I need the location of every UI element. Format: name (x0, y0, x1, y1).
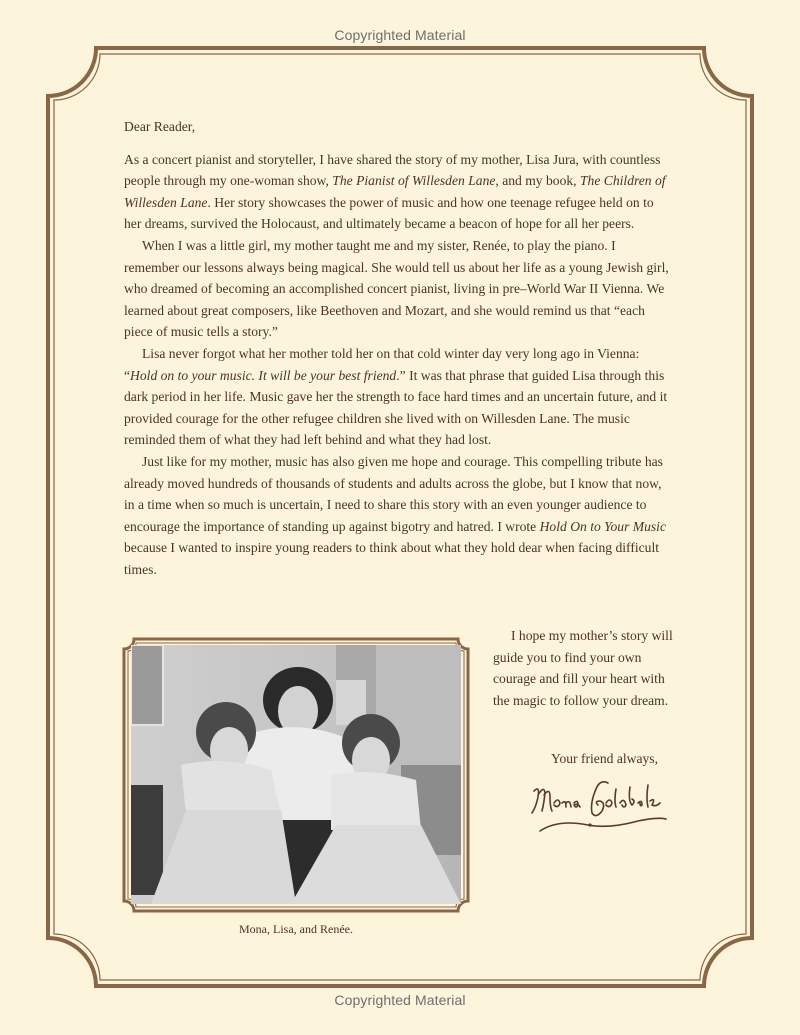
p1-text-c: , and my book, (495, 173, 580, 189)
paragraph-5: I hope my mother’s story will guide you to find your own courage and fill your heart with the magic to follow your dream. (493, 628, 673, 708)
photo-image (131, 645, 461, 904)
paragraph-3 (124, 343, 669, 451)
greeting: Dear Reader, (124, 119, 196, 134)
copyright-watermark-top: Copyrighted Material (334, 27, 466, 43)
book-title-hold-on: Hold On to Your Music (539, 518, 666, 534)
p3-text-c: .” It was that phrase that guided Lisa through this dark period in her life. Music gave her the strength to face hard times and an uncertain future, and it provided courage for the other refugee children she lived with on Willesden Lane. The music reminded them of what they had left behind and what they had lost. (124, 367, 668, 448)
letter-body (124, 116, 669, 580)
signature-mona-golabek (528, 775, 673, 835)
p3-text-a: Lisa never forgot what her mother told her on that cold winter day very long ago in Vienna: “ (124, 345, 640, 383)
photo-illustration (131, 645, 461, 904)
photo-caption: Mona, Lisa, and Renée. (239, 922, 353, 936)
copyright-watermark-bottom: Copyrighted Material (334, 992, 466, 1008)
p1-text-e: . Her story showcases the power of music and how one teenage refugee held on to her dreams, survived the Holocaust, and ultimately became a beacon of hope for all her peers. (124, 194, 654, 232)
paragraph-4 (124, 451, 669, 581)
family-photo (120, 635, 472, 915)
paragraph-1 (124, 149, 669, 235)
signature-dot (588, 823, 591, 826)
p4-text-a: Just like for my mother, music has also given me hope and courage. This compelling tribute has already moved hundreds of thousands of students and adults across the globe, but I know that now, in a time when so much is uncertain, I need to share this story with an even younger audience to encourage the importance of standing up against bigotry and hatred. I wrote (124, 453, 663, 534)
p4-text-c: because I wanted to inspire young readers to think about what they hold dear when facing difficult times. (124, 540, 660, 577)
quote-hold-on: Hold on to your music. It will be your best friend (130, 367, 397, 383)
book-title-children: The Children of Willesden Lane (124, 173, 666, 210)
closing-paragraph (493, 625, 673, 711)
signoff: Your friend always, (551, 751, 658, 766)
paragraph-2: When I was a little girl, my mother taught me and my sister, Renée, to play the piano. I remember our lessons always being magical. She would tell us about her life as a young Jewish girl, who dreamed of becoming an accomplished concert pianist, living in pre–World War II Vienna. We learned about great composers, like Beethoven and Mozart, and she would remind us that “each piece of music tells a story.” (124, 237, 669, 340)
book-title-pianist: The Pianist of Willesden Lane (332, 173, 496, 189)
p1-text-a: As a concert pianist and storyteller, I have shared the story of my mother, Lisa Jura, with countless people through my one-woman show, (124, 151, 661, 189)
